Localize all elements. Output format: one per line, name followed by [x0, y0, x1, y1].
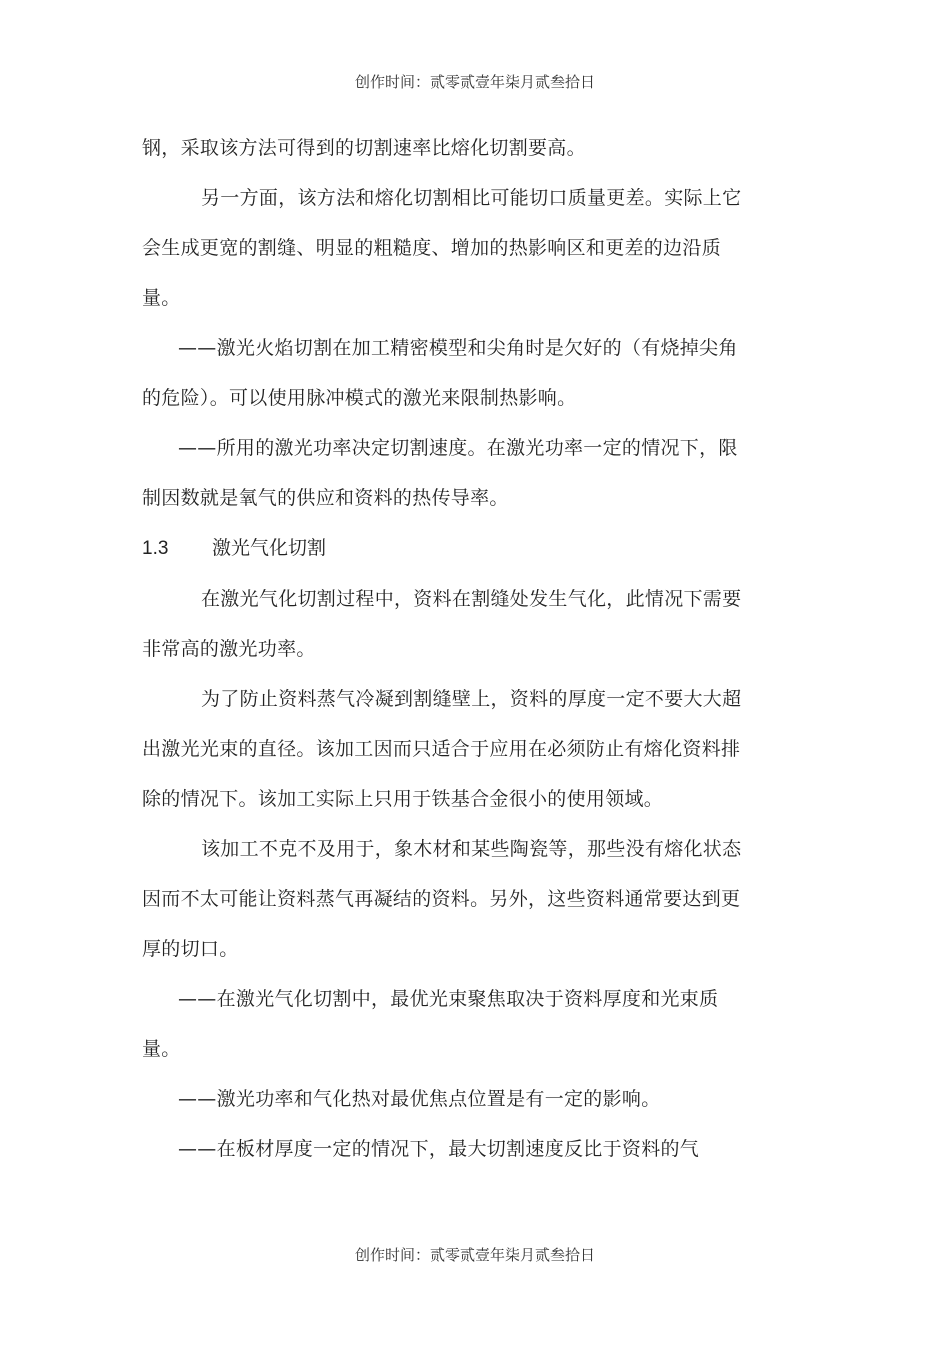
page-header: 创作时间：贰零贰壹年柒月贰叁拾日: [354, 73, 595, 91]
section-title: 激光气化切割: [212, 537, 327, 559]
section-number: 1.3: [142, 538, 169, 559]
paragraph-materials: 该加工不克不及用于，象木材和某些陶瓷等，那些没有熔化状态因而不太可能让资料蒸气再凝结的资料。另外，这些资料通常要达到更厚的切口。: [142, 838, 742, 960]
document-body: [142, 123, 748, 1174]
bullet-flame-cutting-corners: ——激光火焰切割在加工精密模型和尖角时是欠好的（有烧掉尖角的危险）。可以使用脉冲模式的激光来限制热影响。: [142, 337, 738, 409]
paragraph-quality: 另一方面，该方法和熔化切割相比可能切口质量更差。实际上它会生成更宽的割缝、明显的粗糙度、增加的热影响区和更差的边沿质量。: [142, 187, 742, 309]
bullet-laser-power-speed: ——所用的激光功率决定切割速度。在激光功率一定的情况下，限制因数就是氧气的供应和资料的热传导率。: [142, 437, 738, 509]
paragraph-vapor-condensation: 为了防止资料蒸气冷凝到割缝壁上，资料的厚度一定不要大大超出激光光束的直径。该加工因而只适合于应用在必须防止有熔化资料排除的情况下。该加工实际上只用于铁基合金很小的使用领域。: [142, 688, 742, 810]
paragraph-vaporization-intro: 在激光气化切割过程中，资料在割缝处发生气化，此情况下需要非常高的激光功率。: [142, 588, 742, 660]
page-footer: 创作时间：贰零贰壹年柒月贰叁拾日: [354, 1246, 595, 1264]
paragraph-continuation: 钢，采取该方法可得到的切割速率比熔化切割要高。: [142, 137, 586, 159]
bullet-max-cutting-speed: ——在板材厚度一定的情况下，最大切割速度反比于资料的气: [178, 1138, 700, 1160]
section-heading: [142, 523, 748, 574]
bullet-beam-focus: ——在激光气化切割中，最优光束聚焦取决于资料厚度和光束质量。: [142, 988, 719, 1060]
bullet-focus-position: ——激光功率和气化热对最优焦点位置是有一定的影响。: [178, 1088, 661, 1110]
